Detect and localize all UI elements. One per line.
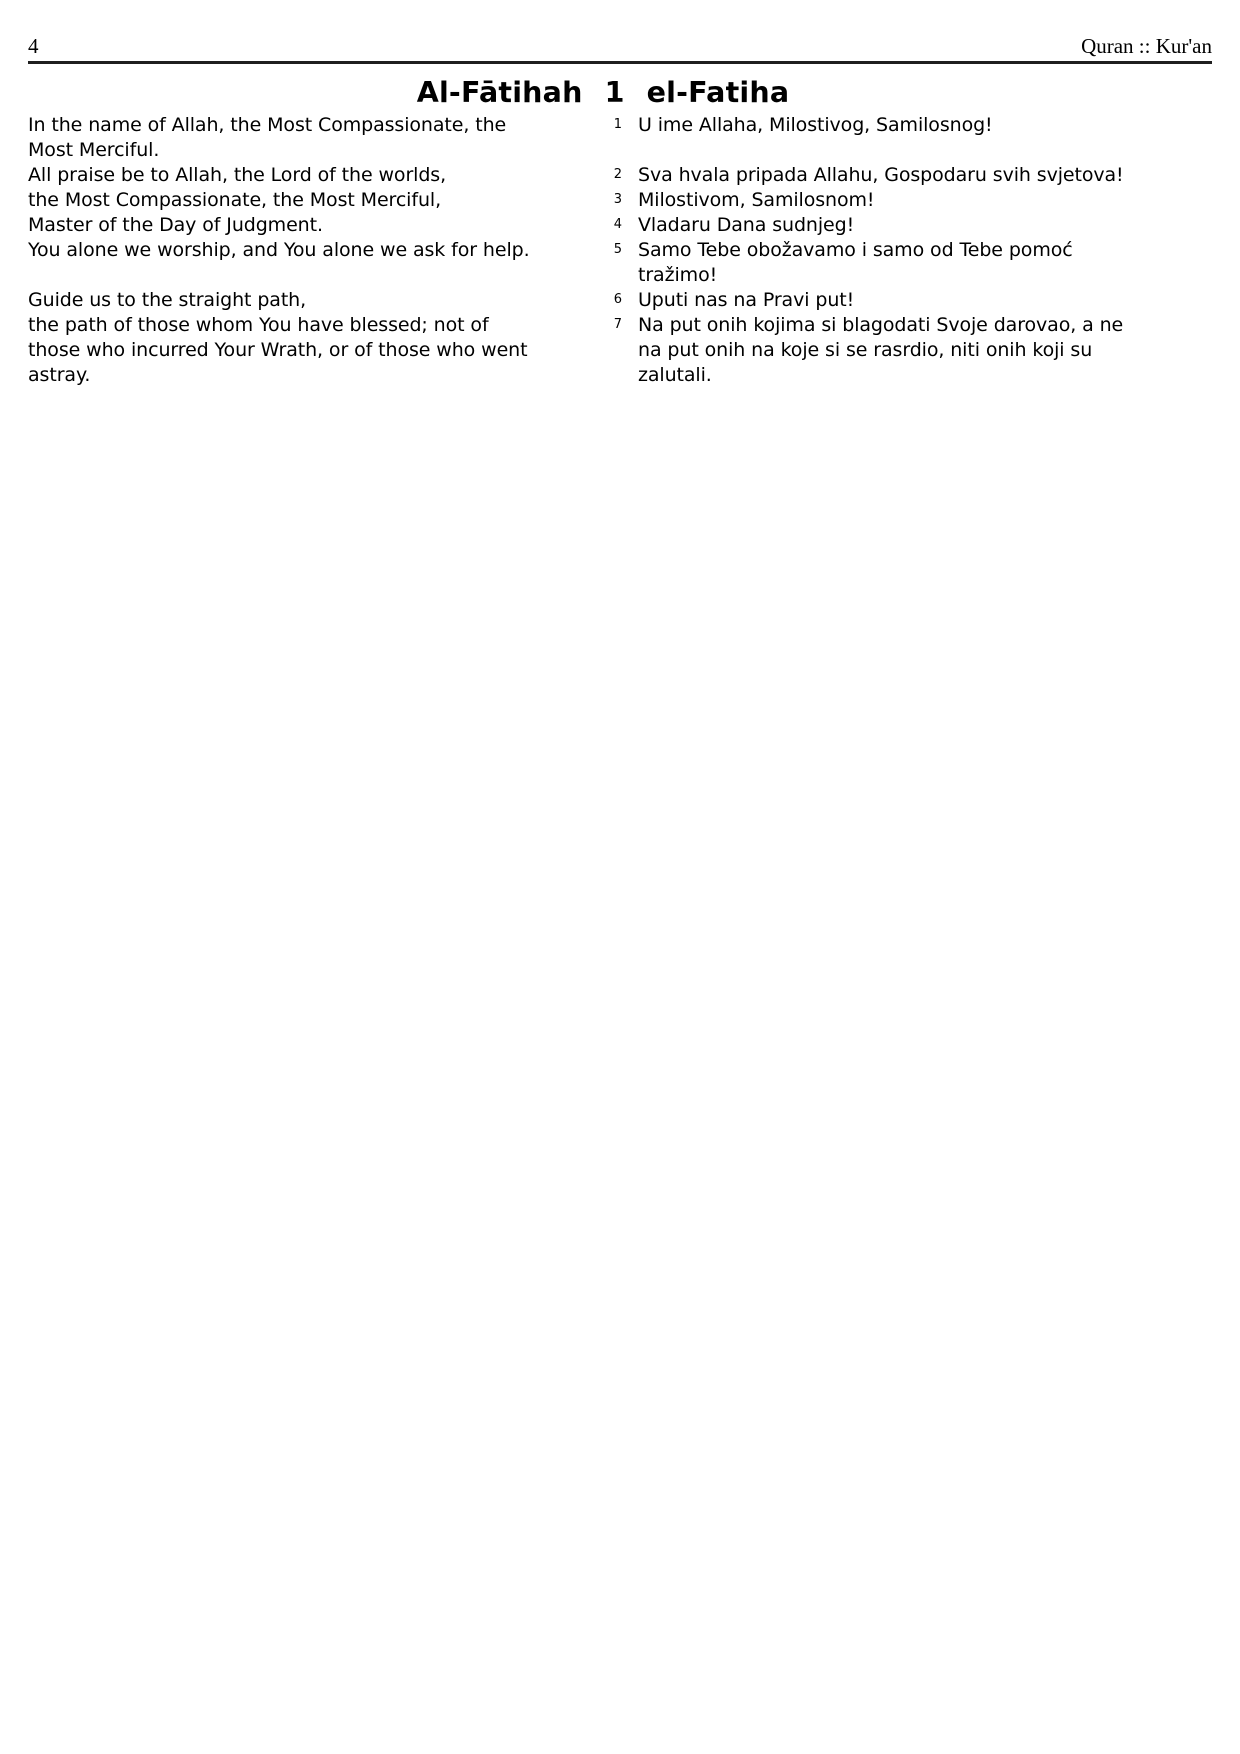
verse-english-text — [28, 188, 592, 213]
verse-line: Vladaru Dana sudnjeg! — [638, 214, 855, 236]
verse-bosnian-text — [638, 238, 1212, 288]
verse-number-text: 6 — [613, 292, 622, 307]
verse-line: na put onih na koje si se rasrdio, niti onih koji su — [638, 339, 1093, 361]
verse-number-text: 4 — [613, 217, 622, 232]
verse-row — [28, 313, 1212, 388]
verse-number-text: 5 — [613, 242, 622, 257]
verse-row — [28, 188, 1212, 213]
verse-bosnian-text — [638, 163, 1212, 188]
verse-row — [28, 113, 1212, 163]
verse-line: Most Merciful. — [28, 139, 160, 161]
verse-row — [28, 163, 1212, 188]
verse-english-text — [28, 313, 592, 388]
verse-row — [28, 238, 1212, 288]
verse-bosnian-text — [638, 313, 1212, 388]
verse-line: astray. — [28, 364, 91, 386]
header-rule — [28, 61, 1212, 64]
verse-number — [592, 238, 638, 257]
verse-number-text: 1 — [613, 117, 622, 132]
verse-bosnian-text — [638, 188, 1212, 213]
verse-number — [592, 113, 638, 132]
verse-line: U ime Allaha, Milostivog, Samilosnog! — [638, 114, 993, 136]
verse-line: Uputi nas na Pravi put! — [638, 289, 855, 311]
verse-number-text: 2 — [613, 167, 622, 182]
verse-number — [592, 313, 638, 332]
verse-line: You alone we worship, and You alone we ask for help. — [28, 239, 530, 261]
verse-line: the path of those whom You have blessed; not of — [28, 314, 489, 336]
page-number: 4 — [28, 33, 39, 58]
verse-line: those who incurred Your Wrath, or of those who went — [28, 339, 528, 361]
verse-line: the Most Compassionate, the Most Merciful, — [28, 189, 442, 211]
verse-line: zalutali. — [638, 364, 712, 386]
verse-line: In the name of Allah, the Most Compassionate, the — [28, 114, 507, 136]
verse-line: Samo Tebe obožavamo i samo od Tebe pomoć — [638, 239, 1073, 261]
verse-number — [592, 288, 638, 307]
running-header — [28, 0, 1212, 61]
verse-bosnian-text — [638, 113, 1212, 138]
verse-number — [592, 188, 638, 207]
verse-line: Sva hvala pripada Allahu, Gospodaru svih svjetova! — [638, 164, 1124, 186]
verse-number — [592, 163, 638, 182]
verse-line: Milostivom, Samilosnom! — [638, 189, 875, 211]
verse-row — [28, 213, 1212, 238]
verse-english-text — [28, 113, 592, 163]
verses-section — [28, 113, 1212, 388]
surah-number: 1 — [604, 76, 625, 109]
verse-number-text: 3 — [613, 192, 622, 207]
verse-bosnian-text — [638, 288, 1212, 313]
verse-english-text — [28, 238, 592, 263]
verse-bosnian-text — [638, 213, 1212, 238]
surah-title-bosnian: el-Fatiha — [646, 76, 790, 109]
verse-line: tražimo! — [638, 264, 718, 286]
verse-row — [28, 288, 1212, 313]
verse-number-text: 7 — [613, 317, 622, 332]
verse-line: Guide us to the straight path, — [28, 289, 307, 311]
running-title: Quran :: Kur'an — [1081, 33, 1212, 58]
verse-english-text — [28, 213, 592, 238]
surah-title — [11, 76, 1195, 110]
verse-number — [592, 213, 638, 232]
surah-title-transliteration: Al-Fātihah — [416, 76, 583, 109]
verse-english-text — [28, 288, 592, 313]
verse-line: Master of the Day of Judgment. — [28, 214, 323, 236]
verse-line: Na put onih kojima si blagodati Svoje darovao, a ne — [638, 314, 1124, 336]
verse-line: All praise be to Allah, the Lord of the worlds, — [28, 164, 447, 186]
verse-english-text — [28, 163, 592, 188]
